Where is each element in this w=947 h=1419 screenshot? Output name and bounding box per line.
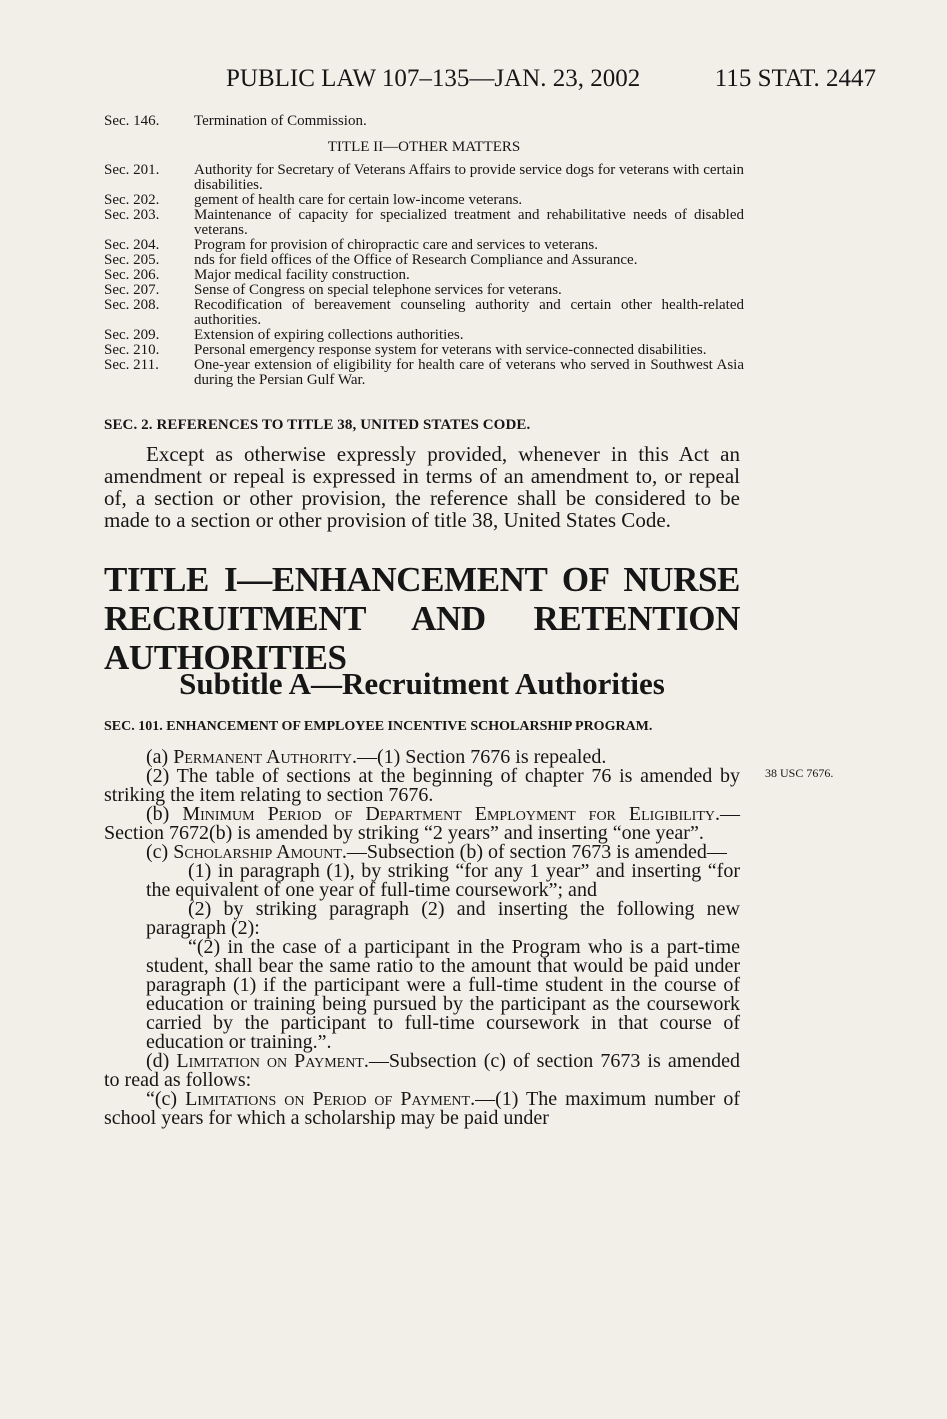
subsection-d-label: (d): [146, 1050, 177, 1072]
inserted-subsection-c: [104, 1090, 740, 1128]
toc-row: [104, 283, 744, 298]
title-i-heading: TITLE I—ENHANCEMENT OF NURSE RECRUITMENT AND RETENTION AUTHORITIES: [104, 560, 740, 677]
subsection-b-caption: Minimum Period of Department Employment for Eligibility: [182, 803, 715, 825]
toc-row: [104, 114, 744, 129]
section-2-heading: SEC. 2. REFERENCES TO TITLE 38, UNITED STATES CODE.: [104, 417, 531, 433]
toc-section-number: Sec. 209.: [104, 327, 160, 343]
subsection-a-label: (a): [146, 746, 174, 768]
toc-section-title: Program for provision of chiropractic care and services to veterans.: [194, 237, 599, 253]
toc-row: [104, 163, 744, 193]
subsection-a-2: (2) The table of sections at the beginning of chapter 76 is amended by striking the item relating to section 7676.: [104, 765, 740, 806]
section-2: [104, 416, 740, 531]
toc-section-number: Sec. 208.: [104, 297, 160, 313]
toc-section-number: Sec. 205.: [104, 252, 160, 268]
toc-section-number: Sec. 210.: [104, 342, 160, 358]
toc-section-title: Extension of expiring collections authorities.: [194, 327, 464, 343]
toc-row: [104, 298, 744, 328]
header-stat: 115 STAT. 2447: [714, 65, 876, 92]
toc-section-title: Sense of Congress on special telephone services for veterans.: [194, 282, 562, 298]
toc-row: [104, 238, 744, 253]
toc-row: [104, 193, 744, 208]
subsection-b-text: .—Section 7672(b) is amended by striking “2 years” and inserting “one year”.: [104, 803, 740, 844]
subsection-c-label: (c): [146, 841, 174, 863]
toc-row: [104, 358, 744, 388]
subsection-b: [104, 805, 740, 843]
subsection-d-text: .—Subsection (c) of section 7673 is amended to read as follows:: [104, 1050, 741, 1091]
toc-row: [104, 208, 744, 238]
toc-section-number: Sec. 202.: [104, 192, 160, 208]
toc-section-title: Recodification of bereavement counseling authority and certain other health-related authorities.: [194, 297, 744, 328]
toc-section-title: Termination of Commission.: [194, 113, 367, 129]
table-of-contents: [104, 114, 744, 388]
toc-section-title: Authority for Secretary of Veterans Affairs to provide service dogs for veterans with certain disabilities.: [194, 162, 744, 193]
subsection-d: [104, 1052, 740, 1090]
toc-section-number: Sec. 203.: [104, 207, 160, 223]
toc-section-title: One-year extension of eligibility for health care of veterans who served in Southwest Asia during the Persian Gulf War.: [194, 357, 744, 388]
toc-row: [104, 343, 744, 358]
toc-section-number: Sec. 206.: [104, 267, 160, 283]
toc-section-title: nds for field offices of the Office of Research Compliance and Assurance.: [194, 252, 638, 268]
subsection-b-label: (b): [146, 803, 183, 825]
subsection-a-text: .—(1) Section 7676 is repealed.: [351, 746, 607, 768]
toc-section-number: Sec. 204.: [104, 237, 160, 253]
toc-section-number: Sec. 207.: [104, 282, 160, 298]
inserted-paragraph-2: “(2) in the case of a participant in the Program who is a part-time student, shall bear the same ratio to the amount that would be paid under paragraph (1) if the participant were a full-time student in the course of education or training being pursued by the participant as the coursework carried by the participant to full-time coursework in that course of education or training.”.: [146, 936, 740, 1053]
paragraph-c-2: (2) by striking paragraph (2) and inserting the following new paragraph (2):: [146, 898, 740, 939]
toc-row: [104, 328, 744, 343]
toc-section-title: Major medical facility construction.: [194, 267, 410, 283]
inserted-subsection-c-caption: Limitations on Period of Payment: [185, 1088, 471, 1110]
toc-items: [104, 163, 744, 388]
toc-section-title: Maintenance of capacity for specialized treatment and rehabilitative needs of disabled veterans.: [194, 207, 744, 238]
toc-section-number: Sec. 211.: [104, 357, 159, 373]
toc-title-ii: TITLE II—OTHER MATTERS: [327, 139, 521, 155]
toc-section-number: Sec. 201.: [104, 162, 160, 178]
toc-section-title: Personal emergency response system for veterans with service-connected disabilities.: [194, 342, 707, 358]
subtitle-a-heading: Subtitle A—Recruitment Authorities: [179, 666, 665, 701]
subsection-c-text: .—Subsection (b) of section 7673 is amended—: [341, 841, 727, 863]
inserted-subsection-c-label: “(c): [146, 1088, 186, 1110]
section-101-heading: SEC. 101. ENHANCEMENT OF EMPLOYEE INCENTIVE SCHOLARSHIP PROGRAM.: [104, 719, 653, 734]
toc-row: [104, 253, 744, 268]
toc-row: [104, 268, 744, 283]
inserted-subsection-c-text: .—(1) The maximum number of school years for which a scholarship may be paid under: [104, 1088, 741, 1129]
margin-citation: 38 USC 7676.: [765, 766, 834, 780]
toc-section-number: Sec. 146.: [104, 113, 160, 129]
section-101: [104, 718, 740, 1128]
toc-section-title: gement of health care for certain low-income veterans.: [194, 192, 523, 208]
paragraph-c-1: (1) in paragraph (1), by striking “for any 1 year” and inserting “for the equivalent of one year of full-time coursework”; and: [146, 860, 740, 901]
header-title: PUBLIC LAW 107–135—JAN. 23, 2002: [226, 65, 641, 92]
subsection-a-caption: Permanent Authority: [173, 746, 352, 768]
subsection-c-caption: Scholarship Amount: [173, 841, 342, 863]
page-header: [104, 64, 876, 100]
subsection-d-caption: Limitation on Payment: [176, 1050, 364, 1072]
section-2-body: Except as otherwise expressly provided, whenever in this Act an amendment or repeal is expressed in terms of an amendment to, or repeal of, a section or other provision, the reference shall be considered to be made to a section or other provision of title 38, United States Code.: [104, 442, 740, 532]
